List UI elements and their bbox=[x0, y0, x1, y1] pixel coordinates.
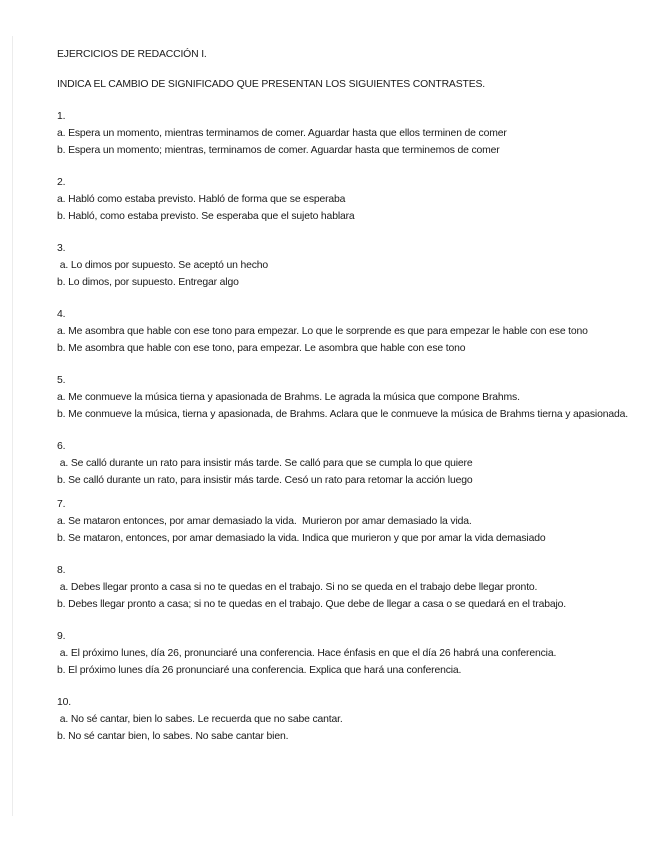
exercise-item bbox=[57, 174, 637, 225]
exercise-option-line: b. Debes llegar pronto a casa; si no te quedas en el trabajo. Que debe de llegar a casa o se quedará en el trabajo. bbox=[57, 599, 566, 610]
exercise-option-line: b. Lo dimos, por supuesto. Entregar algo bbox=[57, 277, 239, 288]
exercise-option-line: a. Me conmueve la música tierna y apasionada de Brahms. Le agrada la música que compone Brahms. bbox=[57, 392, 520, 403]
exercise-option-line: a. Me asombra que hable con ese tono para empezar. Lo que le sorprende es que para empezar le hable con ese tono bbox=[57, 326, 588, 337]
exercise-option-line: a. Se calló durante un rato para insistir más tarde. Se calló para que se cumpla lo que quiere bbox=[57, 458, 473, 469]
exercise-number: 2. bbox=[57, 177, 66, 188]
document-instruction: INDICA EL CAMBIO DE SIGNIFICADO QUE PRESENTAN LOS SIGUIENTES CONTRASTES. bbox=[57, 79, 485, 90]
exercise-number: 1. bbox=[57, 111, 66, 122]
exercise-list bbox=[57, 108, 637, 745]
exercise-option-line: b. Me asombra que hable con ese tono, para empezar. Le asombra que hable con ese tono bbox=[57, 343, 466, 354]
exercise-option-line: a. Habló como estaba previsto. Habló de forma que se esperaba bbox=[57, 194, 346, 205]
document-title: EJERCICIOS DE REDACCIÓN I. bbox=[57, 49, 207, 60]
document-content bbox=[57, 46, 637, 745]
exercise-option-line: b. Espera un momento; mientras, terminamos de comer. Aguardar hasta que terminemos de comer bbox=[57, 145, 500, 156]
exercise-option-line: a. Debes llegar pronto a casa si no te quedas en el trabajo. Si no se queda en el trabajo debe llegar pronto. bbox=[57, 582, 538, 593]
exercise-item bbox=[57, 562, 637, 613]
exercise-number: 10. bbox=[57, 697, 71, 708]
exercise-option-line: a. No sé cantar, bien lo sabes. Le recuerda que no sabe cantar. bbox=[57, 714, 343, 725]
exercise-item bbox=[57, 628, 637, 679]
exercise-number: 3. bbox=[57, 243, 66, 254]
exercise-option-line: a. Lo dimos por supuesto. Se aceptó un hecho bbox=[57, 260, 269, 271]
exercise-item bbox=[57, 306, 637, 357]
exercise-number: 6. bbox=[57, 441, 66, 452]
exercise-item bbox=[57, 108, 637, 159]
exercise-option-line: b. No sé cantar bien, lo sabes. No sabe cantar bien. bbox=[57, 731, 289, 742]
exercise-option-line: a. Espera un momento, mientras terminamos de comer. Aguardar hasta que ellos terminen de comer bbox=[57, 128, 507, 139]
exercise-item bbox=[57, 372, 637, 423]
page-edge-divider bbox=[12, 36, 13, 816]
exercise-item bbox=[57, 694, 637, 745]
exercise-number: 4. bbox=[57, 309, 66, 320]
exercise-option-line: b. Se mataron, entonces, por amar demasiado la vida. Indica que murieron y que por amar la vida demasiado bbox=[57, 533, 546, 544]
exercise-option-line: b. Me conmueve la música, tierna y apasionada, de Brahms. Aclara que le conmueve la música de Brahms tierna y apasionada. bbox=[57, 409, 628, 420]
exercise-number: 5. bbox=[57, 375, 66, 386]
exercise-item bbox=[57, 496, 637, 547]
exercise-option-line: b. Habló, como estaba previsto. Se esperaba que el sujeto hablara bbox=[57, 211, 355, 222]
exercise-option-line: a. Se mataron entonces, por amar demasiado la vida. Murieron por amar demasiado la vida. bbox=[57, 516, 472, 527]
exercise-option-line: b. Se calló durante un rato, para insistir más tarde. Cesó un rato para retomar la acción luego bbox=[57, 475, 473, 486]
exercise-number: 9. bbox=[57, 631, 66, 642]
exercise-number: 7. bbox=[57, 499, 66, 510]
exercise-option-line: b. El próximo lunes día 26 pronunciaré una conferencia. Explica que hará una conferencia. bbox=[57, 665, 462, 676]
exercise-number: 8. bbox=[57, 565, 66, 576]
exercise-item bbox=[57, 438, 637, 489]
exercise-option-line: a. El próximo lunes, día 26, pronunciaré una conferencia. Hace énfasis en que el día 26 habrá una conferencia. bbox=[57, 648, 557, 659]
exercise-item bbox=[57, 240, 637, 291]
